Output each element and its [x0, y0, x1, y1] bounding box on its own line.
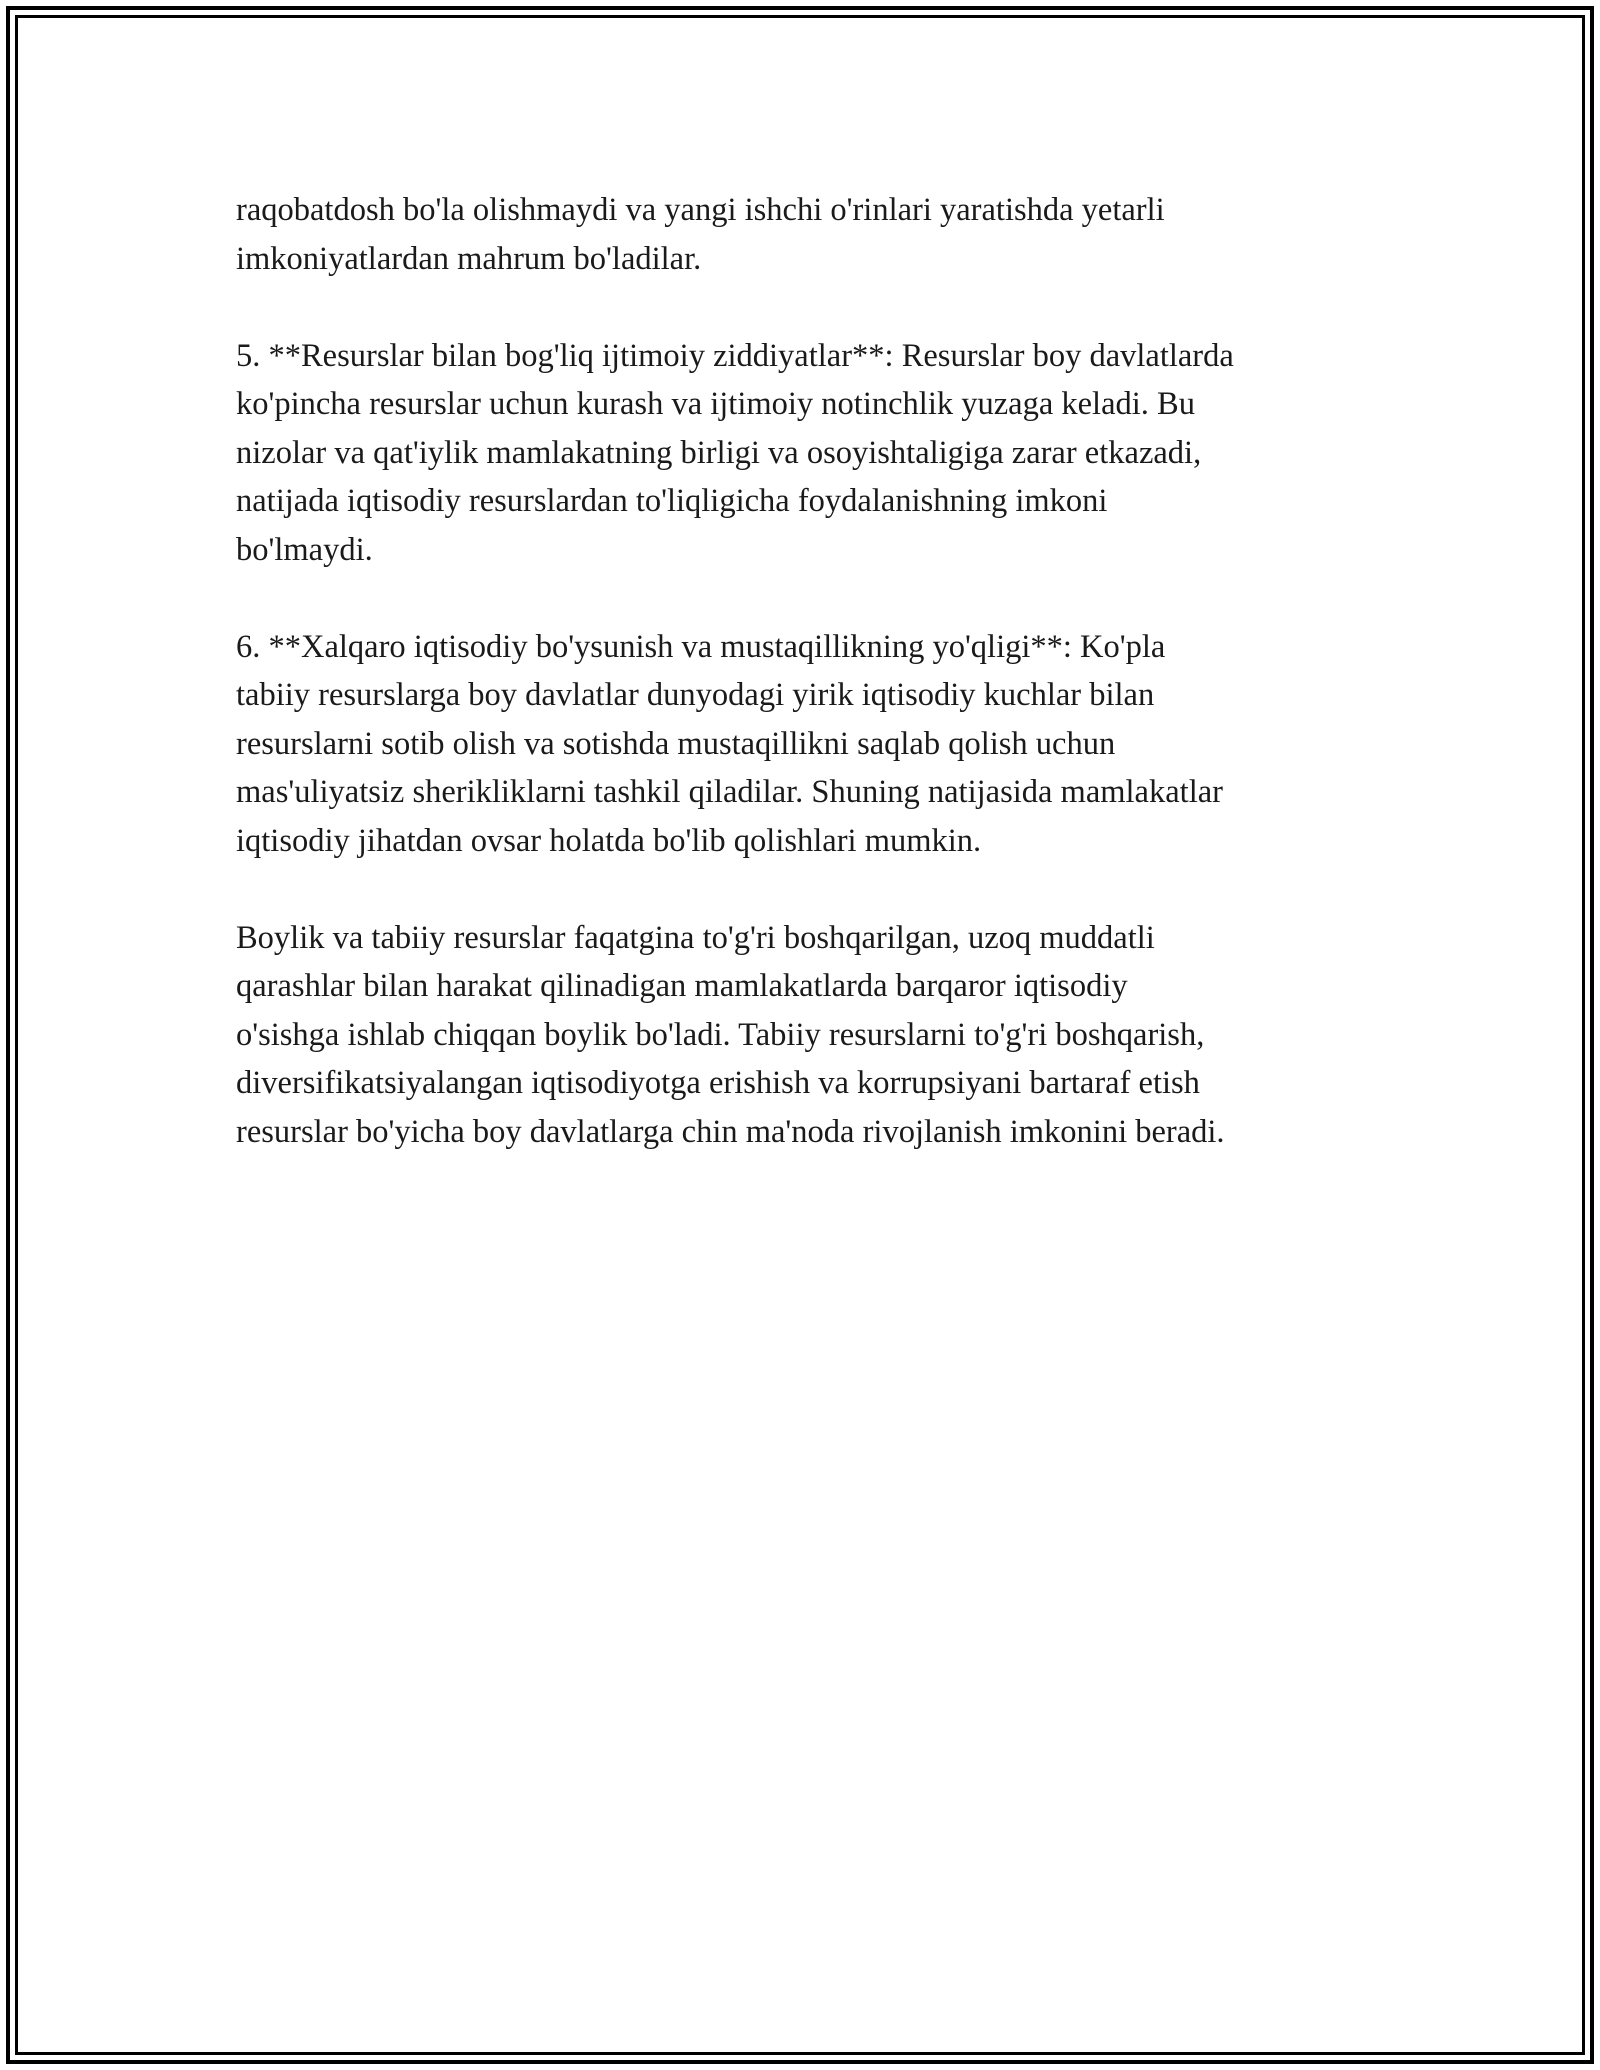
text-line: qarashlar bilan harakat qilinadigan mamlakatlarda barqaror iqtisodiy — [236, 968, 1128, 1004]
text-line: diversifikatsiyalangan iqtisodiyotga erishish va korrupsiyani bartaraf etish — [236, 1065, 1200, 1101]
text-line: resurslarni sotib olish va sotishda mustaqillikni saqlab qolish uchun — [236, 725, 1116, 762]
text-line: Boylik va tabiiy resurslar faqatgina to'g'ri boshqarilgan, uzoq muddatli — [236, 919, 1155, 956]
text-line: iqtisodiy jihatdan ovsar holatda bo'lib qolishlari mumkin. — [236, 822, 982, 859]
text-line: resurslar bo'yicha boy davlatlarga chin ma'noda rivojlanish imkonini beradi. — [236, 1113, 1225, 1150]
text-line: nizolar va qat'iylik mamlakatning birligi va osoyishtaligiga zarar etkazadi, — [236, 434, 1202, 471]
paragraph-item-6 — [236, 623, 1386, 866]
text-line: bo'lmaydi. — [236, 531, 373, 568]
text-line: mas'uliyatsiz sherikliklarni tashkil qiladilar. Shuning natijasida mamlakatlar — [236, 774, 1223, 810]
text-line: imkoniyatlardan mahrum bo'ladilar. — [236, 240, 702, 277]
text-line: ko'pincha resurslar uchun kurash va ijtimoiy notinchlik yuzaga keladi. Bu — [236, 386, 1195, 422]
text-line: raqobatdosh bo'la olishmaydi va yangi ishchi o'rinlari yaratishda yetarli — [236, 192, 1165, 228]
text-line: natijada iqtisodiy resurslardan to'liqligicha foydalanishning imkoni — [236, 483, 1108, 519]
document-body — [236, 186, 1386, 1205]
paragraph-continuation — [236, 186, 1386, 283]
paragraph-item-5 — [236, 332, 1386, 575]
text-line: 6. **Xalqaro iqtisodiy bo'ysunish va mustaqillikning yo'qligi**: Ko'pla — [236, 628, 1166, 665]
text-line: 5. **Resurslar bilan bog'liq ijtimoiy ziddiyatlar**: Resurslar boy davlatlarda — [236, 337, 1234, 374]
text-line: o'sishga ishlab chiqqan boylik bo'ladi. Tabiiy resurslarni to'g'ri boshqarish, — [236, 1016, 1205, 1053]
paragraph-conclusion — [236, 914, 1386, 1157]
text-line: tabiiy resurslarga boy davlatlar dunyodagi yirik iqtisodiy kuchlar bilan — [236, 677, 1155, 713]
